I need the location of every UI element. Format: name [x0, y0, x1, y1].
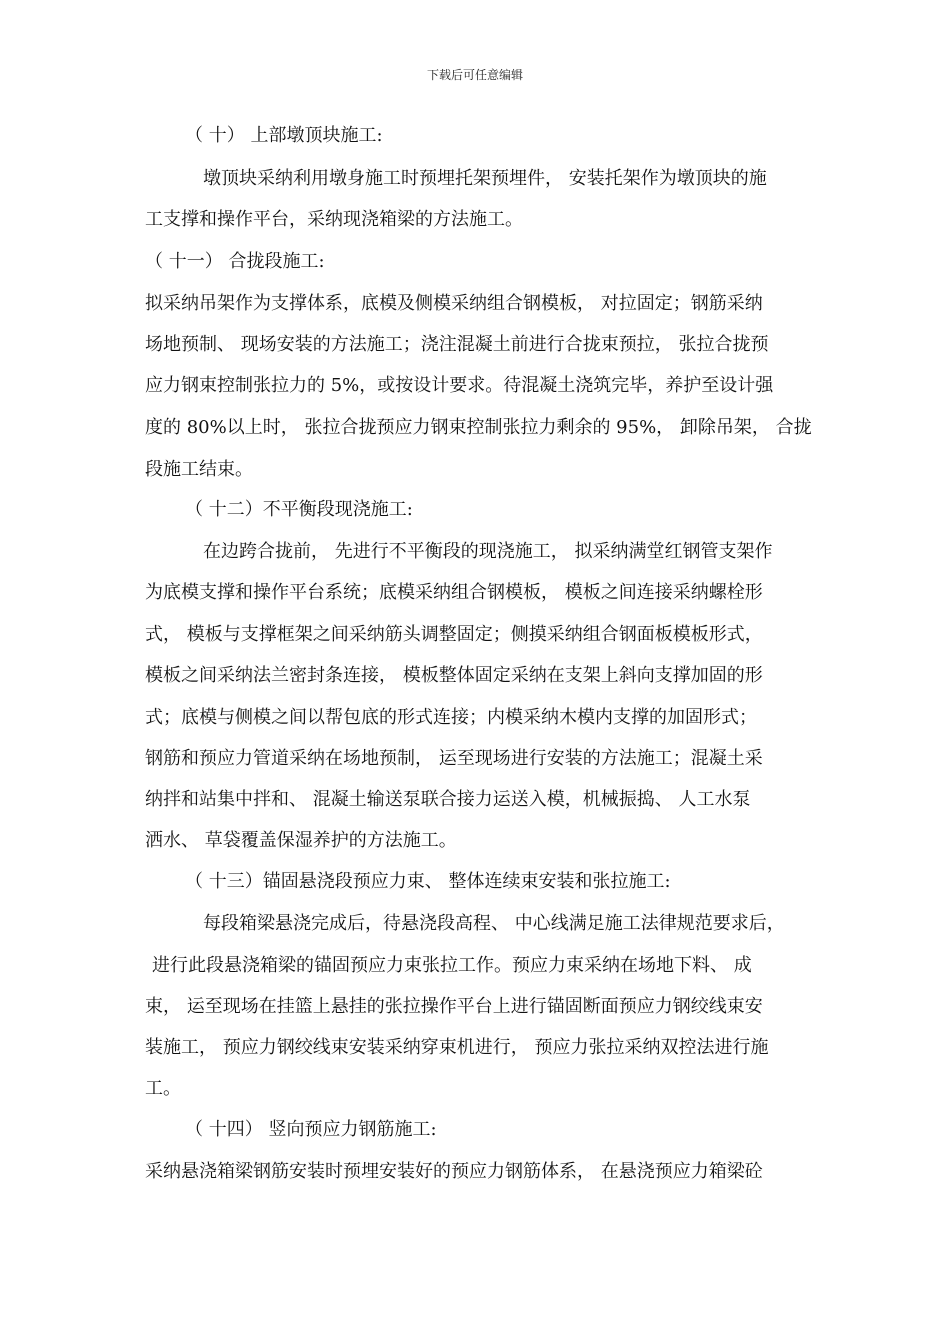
paragraph-line: 束， 运至现场在挂篮上悬挂的张拉操作平台上进行锚固断面预应力钢绞线束安 — [145, 996, 763, 1017]
paragraph-line: 工。 — [145, 1078, 181, 1099]
paragraph-line: 为底模支撑和操作平台系统；底模采纳组合钢模板， 模板之间连接采纳螺栓形 — [145, 582, 763, 603]
paragraph-line: 段施工结束。 — [145, 459, 253, 480]
paragraph-line: 纳拌和站集中拌和、 混凝土输送泵联合接力运送入模，机械振捣、 人工水泵 — [145, 789, 751, 810]
paragraph-line: 模板之间采纳法兰密封条连接， 模板整体固定采纳在支架上斜向支撑加固的形 — [145, 665, 763, 686]
paragraph-line: 洒水、 草袋覆盖保湿养护的方法施工。 — [145, 830, 457, 851]
paragraph-line: 工支撑和操作平台，采纳现浇箱梁的方法施工。 — [145, 209, 523, 230]
paragraph-line: 度的 80%以上时， 张拉合拢预应力钢束控制张拉力剩余的 95%， 卸除吊架， 合拢 — [145, 417, 812, 438]
heading-12: （ 十二）不平衡段现浇施工: — [185, 499, 413, 520]
heading-11: （ 十一） 合拢段施工: — [145, 251, 325, 272]
heading-10: （ 十） 上部墩顶块施工: — [185, 125, 383, 146]
heading-13: （ 十三）锚固悬浇段预应力束、 整体连续束安装和张拉施工: — [185, 871, 671, 892]
heading-14: （ 十四） 竖向预应力钢筋施工: — [185, 1119, 437, 1140]
paragraph-line: 装施工， 预应力钢绞线束安装采纳穿束机进行， 预应力张拉采纳双控法进行施 — [145, 1037, 769, 1058]
paragraph-line: 式；底模与侧模之间以帮包底的形式连接；内模采纳木模内支撑的加固形式； — [145, 707, 757, 728]
paragraph-line: 进行此段悬浇箱梁的锚固预应力束张拉工作。预应力束采纳在场地下料、 成 — [152, 955, 752, 976]
paragraph-line: 应力钢束控制张拉力的 5%，或按设计要求。待混凝土浇筑完毕，养护至设计强 — [145, 375, 774, 396]
paragraph-line: 每段箱梁悬浇完成后，待悬浇段高程、 中心线满足施工法律规范要求后， — [203, 913, 785, 934]
paragraph-line: 采纳悬浇箱梁钢筋安装时预埋安装好的预应力钢筋体系， 在悬浇预应力箱梁砼 — [145, 1161, 763, 1182]
paragraph-line: 式， 模板与支撑框架之间采纳筋头调整固定；侧摸采纳组合钢面板模板形式， — [145, 624, 763, 645]
paragraph-line: 拟采纳吊架作为支撑体系，底模及侧模采纳组合钢模板， 对拉固定；钢筋采纳 — [145, 293, 763, 314]
paragraph-line: 场地预制、 现场安装的方法施工；浇注混凝土前进行合拢束预拉， 张拉合拢预 — [145, 334, 769, 355]
paragraph-line: 墩顶块采纳利用墩身施工时预埋托架预埋件， 安装托架作为墩顶块的施 — [203, 168, 767, 189]
paragraph-line: 钢筋和预应力管道采纳在场地预制， 运至现场进行安装的方法施工；混凝土采 — [145, 748, 763, 769]
page-header: 下载后可任意编辑 — [426, 68, 523, 82]
paragraph-line: 在边跨合拢前， 先进行不平衡段的现浇施工， 拟采纳满堂红钢管支架作 — [203, 541, 773, 562]
